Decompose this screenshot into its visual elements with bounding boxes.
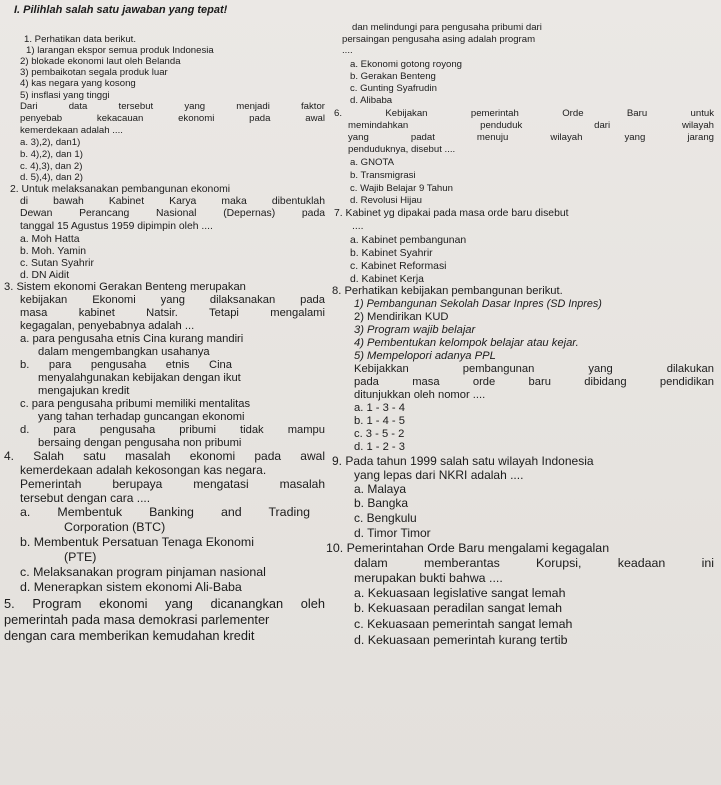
q1-question: kemerdekaan adalah ....	[20, 125, 123, 136]
q9-option-a[interactable]: a. Malaya	[354, 482, 407, 496]
q10-option-b[interactable]: b. Kekuasaan peradilan sangat lemah	[354, 601, 563, 615]
q3-option-b-cont: menyalahgunakan kebijakan dengan ikut	[38, 372, 241, 384]
q8-item-5: 5) Mempelopori adanya PPL	[354, 350, 496, 362]
q3-stem: kebijakan Ekonomi yang dilaksanakan pada	[20, 294, 325, 306]
q5-stem-cont: persaingan pengusaha asing adalah program	[342, 34, 536, 45]
q7-option-b[interactable]: b. Kabinet Syahrir	[350, 248, 433, 259]
q4-stem: kemerdekaan adalah kekosongan kas negara.	[20, 463, 267, 477]
q4-option-b[interactable]: b. Membentuk Persatuan Tenaga Ekonomi	[20, 535, 254, 549]
q1-stem: 1. Perhatikan data berikut.	[24, 34, 136, 45]
q10-stem: 10. Pemerintahan Orde Baru mengalami kegagalan	[326, 541, 610, 555]
q8-item-4: 4) Pembentukan kelompok belajar atau kejar.	[354, 337, 579, 349]
q3-option-d-cont: bersaing dengan pengusaha non pribumi	[38, 437, 242, 449]
q3-stem: masa kabinet Natsir. Tetapi mengalami	[20, 307, 325, 319]
q10-option-d[interactable]: d. Kekuasaan pemerintah kurang tertib	[354, 633, 568, 647]
q1-item: 3) pembaikotan segala produk luar	[20, 67, 168, 78]
q1-item: 1) larangan ekspor semua produk Indonesia	[26, 45, 214, 56]
q5-stem-cont: ....	[342, 45, 353, 56]
q4-stem: tersebut dengan cara ....	[20, 491, 151, 505]
q6-stem: penduduknya, disebut ....	[348, 144, 456, 155]
q5-stem: 5. Program ekonomi yang dicanangkan oleh	[4, 596, 325, 611]
q2-stem: di bawah Kabinet Karya maka dibentuklah	[20, 196, 325, 207]
q10-stem-cont: merupakan bukti bahwa ....	[354, 571, 503, 585]
q3-option-b-cont: mengajukan kredit	[38, 385, 130, 397]
q1-option-c[interactable]: c. 4),3), dan 2)	[20, 161, 83, 172]
q5-option-a[interactable]: a. Ekonomi gotong royong	[350, 59, 463, 70]
q8-question: pada masa orde baru dibidang pendidikan	[354, 376, 714, 388]
q5-option-c[interactable]: c. Gunting Syafrudin	[350, 83, 437, 94]
q7-option-d[interactable]: d. Kabinet Kerja	[350, 274, 424, 285]
q7-stem-cont: ....	[352, 221, 364, 232]
q4-option-b-cont: (PTE)	[64, 550, 97, 564]
q5-stem: dengan cara memberikan kemudahan kredit	[4, 628, 255, 643]
q7-option-c[interactable]: c. Kabinet Reformasi	[350, 261, 447, 272]
q4-stem: 4. Salah satu masalah ekonomi pada awal	[4, 449, 325, 463]
q6-option-a[interactable]: a. GNOTA	[350, 157, 395, 168]
q6-stem: 6. Kebijakan pemerintah Orde Baru untuk	[334, 108, 714, 119]
q3-option-a[interactable]: a. para pengusaha etnis Cina kurang mandiri	[20, 333, 244, 345]
q5-option-b[interactable]: b. Gerakan Benteng	[350, 71, 436, 82]
q6-stem: yang padat menuju wilayah yang jarang	[348, 132, 714, 143]
q6-option-d[interactable]: d. Revolusi Hijau	[350, 195, 422, 206]
q2-option-b[interactable]: b. Moh. Yamin	[20, 246, 87, 257]
q1-option-d[interactable]: d. 5),4), dan 2)	[20, 172, 83, 183]
q3-option-c[interactable]: c. para pengusaha pribumi memiliki mentalitas	[20, 398, 251, 410]
q10-option-c[interactable]: c. Kekuasaan pemerintah sangat lemah	[354, 617, 573, 631]
q10-stem-cont: dalam memberantas Korupsi, keadaan ini	[354, 556, 714, 570]
q10-option-a[interactable]: a. Kekuasaan legislative sangat lemah	[354, 586, 566, 600]
q3-stem: kegagalan, penyebabnya adalah ...	[20, 320, 195, 332]
q4-stem: Pemerintah berupaya mengatasi masalah	[20, 477, 325, 491]
q1-question: Dari data tersebut yang menjadi faktor	[20, 101, 325, 112]
q8-question: Kebijakkan pembangunan yang dilakukan	[354, 363, 714, 375]
q2-option-c[interactable]: c. Sutan Syahrir	[20, 258, 94, 269]
q2-stem: Dewan Perancang Nasional (Depernas) pada	[20, 208, 325, 219]
q5-option-d[interactable]: d. Alibaba	[350, 95, 393, 106]
q9-option-b[interactable]: b. Bangka	[354, 496, 409, 510]
q1-question: penyebab kekacauan ekonomi pada awal	[20, 113, 325, 124]
q8-option-d[interactable]: d. 1 - 2 - 3	[354, 441, 405, 453]
q1-item: 5) insflasi yang tinggi	[20, 90, 110, 101]
q8-option-c[interactable]: c. 3 - 5 - 2	[354, 428, 405, 440]
q2-option-d[interactable]: d. DN Aidit	[20, 270, 70, 281]
q4-option-d[interactable]: d. Menerapkan sistem ekonomi Ali-Baba	[20, 580, 242, 594]
q4-option-c[interactable]: c. Melaksanakan program pinjaman nasional	[20, 565, 266, 579]
q1-item: 4) kas negara yang kosong	[20, 78, 136, 89]
q2-stem: tanggal 15 Agustus 1959 dipimpin oleh ....	[20, 221, 213, 232]
instruction-header: I. Pilihlah salah satu jawaban yang tepat!	[14, 4, 228, 16]
q3-option-c-cont: yang tahan terhadap guncangan ekonomi	[38, 411, 245, 423]
q8-item-2: 2) Mendirikan KUD	[354, 311, 449, 323]
q5-stem-cont: dan melindungi para pengusaha pribumi dari	[352, 22, 542, 33]
q8-option-a[interactable]: a. 1 - 3 - 4	[354, 402, 405, 414]
q3-option-b[interactable]: b. para pengusaha etnis Cina	[20, 359, 232, 371]
q1-option-b[interactable]: b. 4),2), dan 1)	[20, 149, 83, 160]
q9-option-d[interactable]: d. Timor Timor	[354, 526, 431, 540]
q8-item-3: 3) Program wajib belajar	[354, 324, 476, 336]
q1-item: 2) blokade ekonomi laut oleh Belanda	[20, 56, 181, 67]
q8-option-b[interactable]: b. 1 - 4 - 5	[354, 415, 405, 427]
q7-stem: 7. Kabinet yg dipakai pada masa orde baru disebut	[334, 208, 569, 219]
q9-option-c[interactable]: c. Bengkulu	[354, 511, 417, 525]
q9-stem-cont: yang lepas dari NKRI adalah ....	[354, 468, 524, 482]
q9-stem: 9. Pada tahun 1999 salah satu wilayah Indonesia	[332, 454, 594, 468]
q7-option-a[interactable]: a. Kabinet pembangunan	[350, 235, 467, 246]
q5-stem: pemerintah pada masa demokrasi parlementer	[4, 612, 270, 627]
q4-option-a-cont: Corporation (BTC)	[64, 520, 166, 534]
q1-option-a[interactable]: a. 3),2), dan1)	[20, 137, 81, 148]
q8-question: ditunjukkan oleh nomor ....	[354, 389, 486, 401]
q6-stem: memindahkan penduduk dari wilayah	[348, 120, 714, 131]
q8-stem: 8. Perhatikan kebijakan pembangunan berikut.	[332, 285, 563, 297]
q4-option-a[interactable]: a. Membentuk Banking and Trading	[20, 505, 310, 519]
q6-option-b[interactable]: b. Transmigrasi	[350, 170, 416, 181]
q8-item-1: 1) Pembangunan Sekolah Dasar Inpres (SD Inpres)	[354, 298, 602, 310]
q6-option-c[interactable]: c. Wajib Belajar 9 Tahun	[350, 183, 453, 194]
q2-option-a[interactable]: a. Moh Hatta	[20, 234, 80, 245]
q3-option-d[interactable]: d. para pengusaha pribumi tidak mampu	[20, 424, 325, 436]
q3-option-a-cont: dalam mengembangkan usahanya	[38, 346, 210, 358]
q3-stem: 3. Sistem ekonomi Gerakan Benteng merupakan	[4, 281, 246, 293]
q2-stem: 2. Untuk melaksanakan pembangunan ekonomi	[10, 184, 231, 195]
